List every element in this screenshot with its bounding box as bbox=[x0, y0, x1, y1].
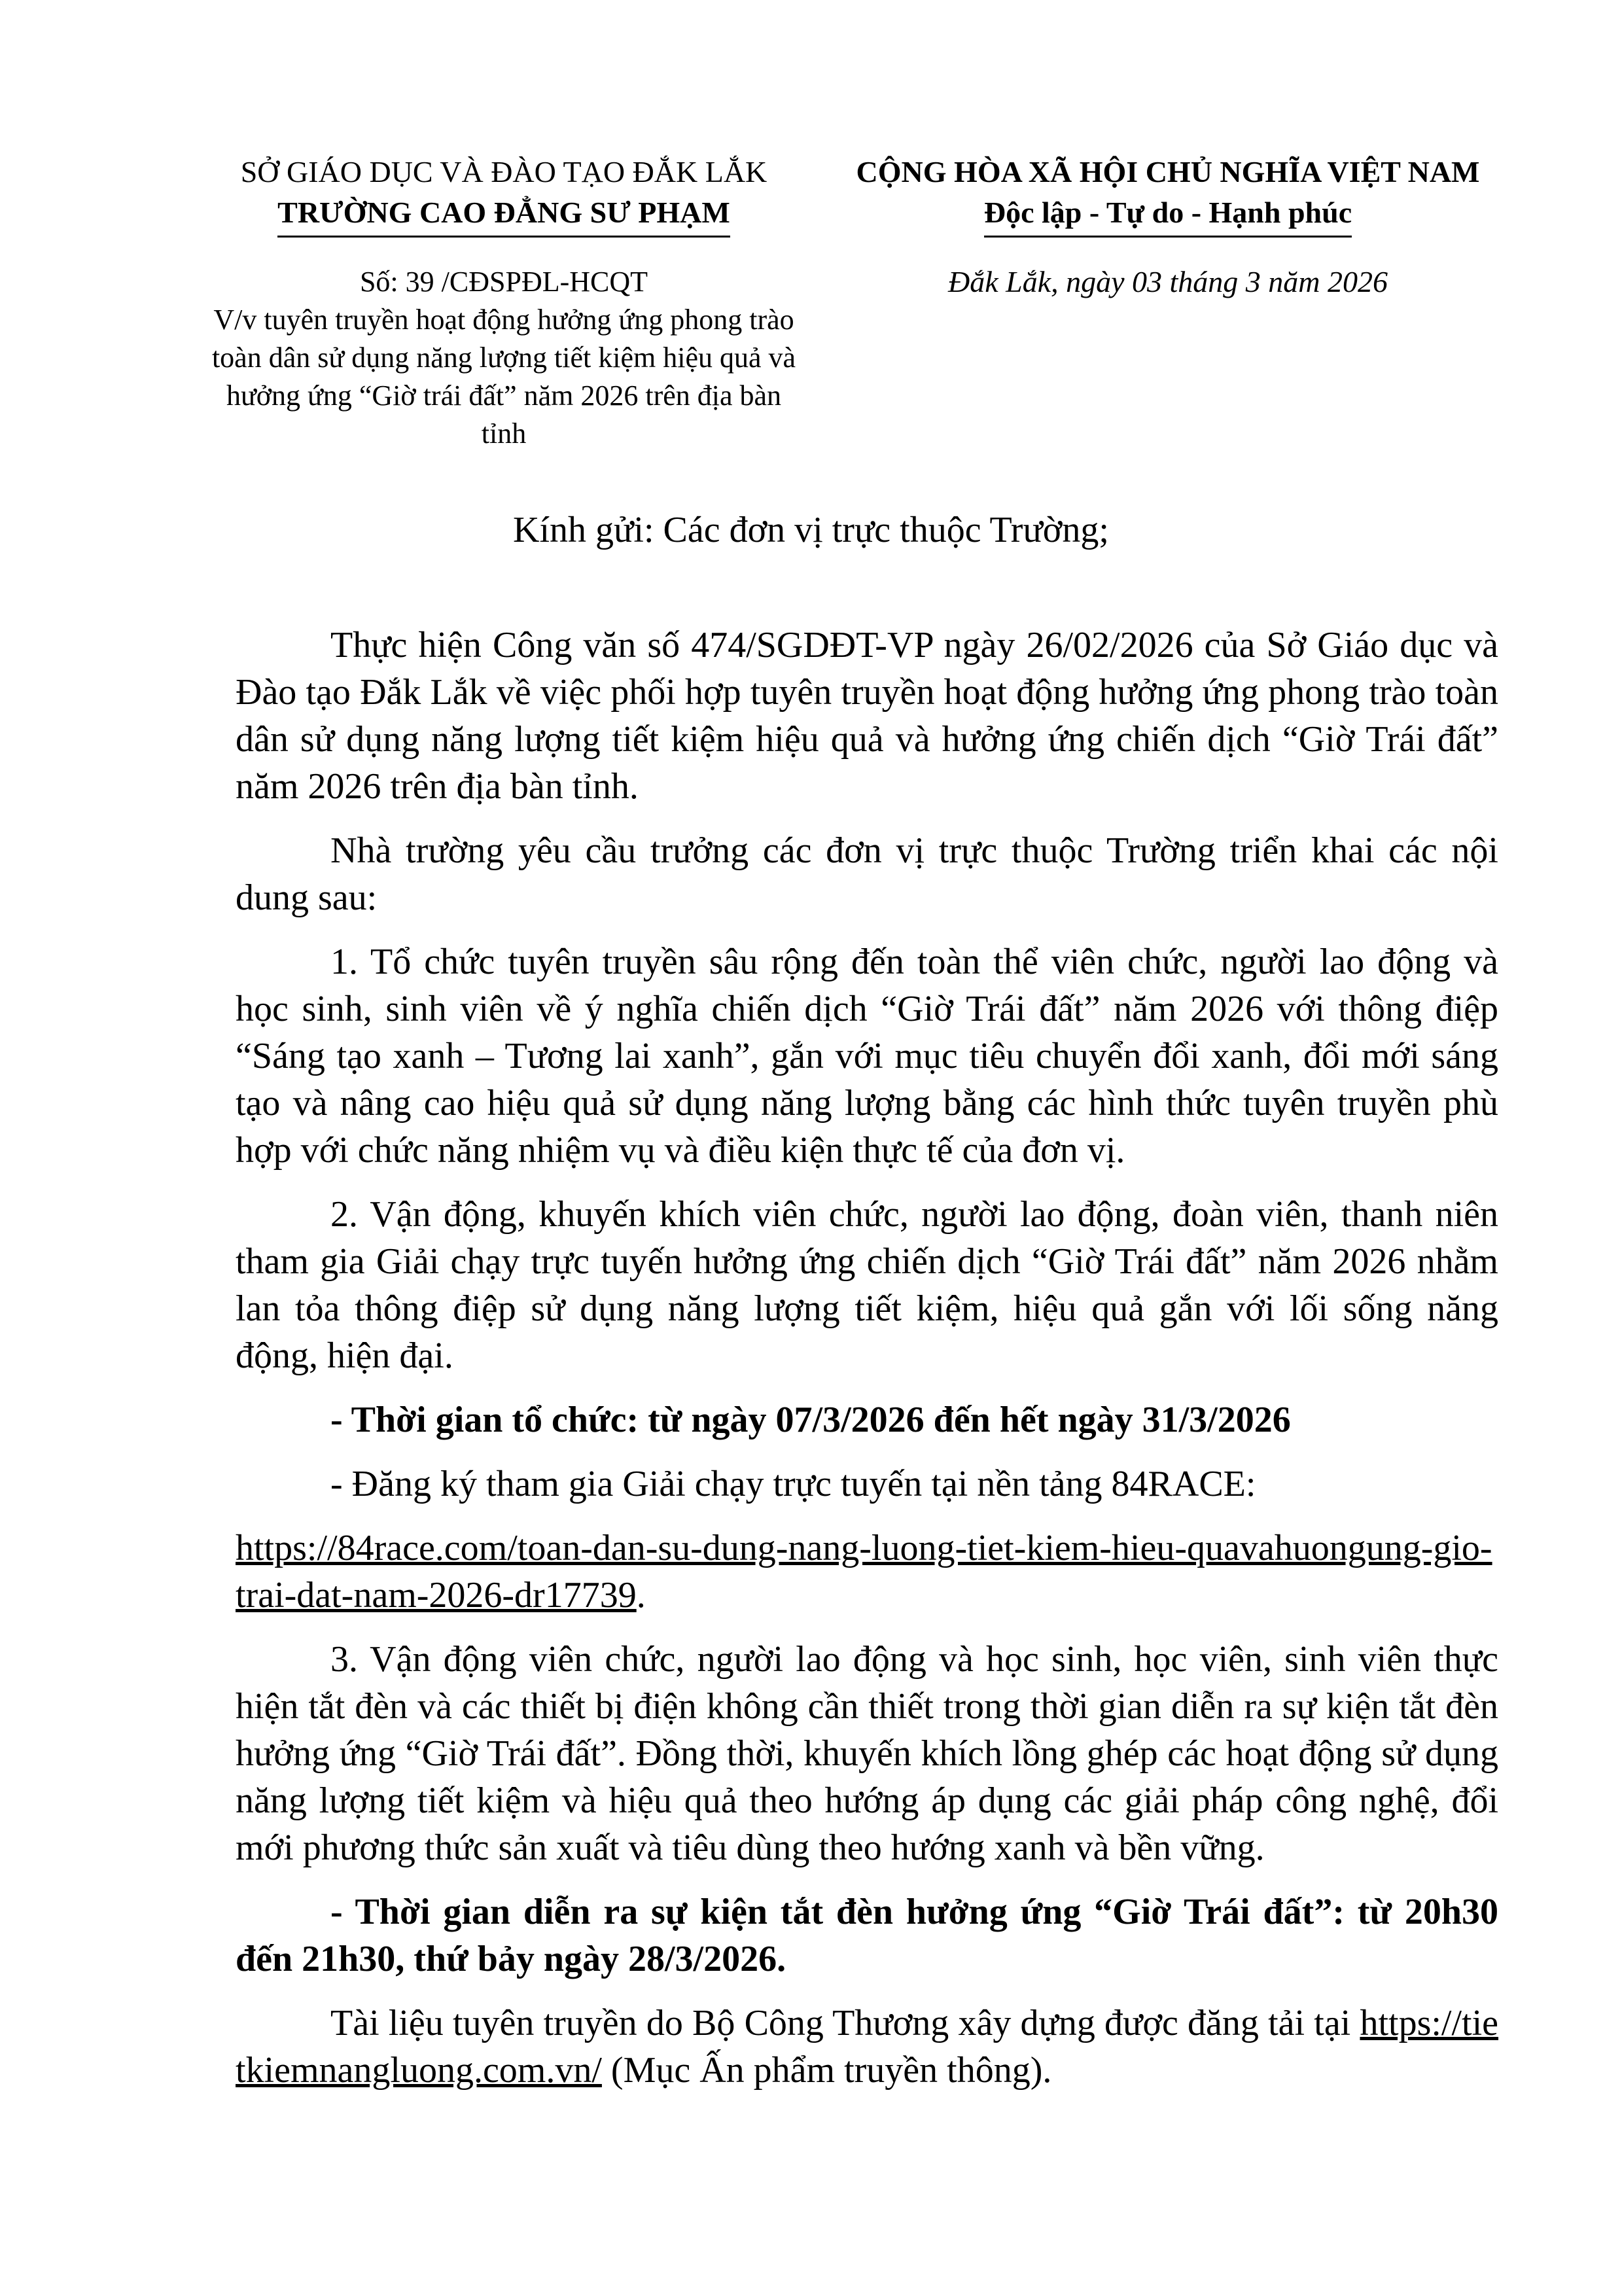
country-name: CỘNG HÒA XÃ HỘI CHỦ NGHĨA VIỆT NAM bbox=[856, 155, 1480, 188]
parent-agency: SỞ GIÁO DỤC VÀ ĐÀO TẠO ĐẮK LẮK bbox=[240, 155, 767, 188]
paragraph-item-1: 1. Tổ chức tuyên truyền sâu rộng đến toàn thể viên chức, người lao động và học sinh, sinh viên về ý nghĩa chiến dịch “Giờ Trái đất” năm 2026 với thông điệp “Sáng tạo xanh – Tương lai xanh”, gắn với mục tiêu chuyển đổi xanh, đổi mới sáng tạo và nâng cao hiệu quả sử dụng năng lượng bằng các hình thức tuyên truyền phù hợp với chức năng nhiệm vụ và điều kiện thực tế của đơn vị. bbox=[236, 942, 1498, 1171]
recipient: Kính gửi: Các đơn vị trực thuộc Trường; bbox=[513, 510, 1109, 550]
paragraph-event-time: - Thời gian diễn ra sự kiện tắt đèn hưởng ứng “Giờ Trái đất”: từ 20h30 đến 21h30, thứ bảy ngày 28/3/2026. bbox=[236, 1892, 1498, 1979]
document-subject: V/v tuyên truyền hoạt động hưởng ứng phong trào toàn dân sử dụng năng lượng tiết kiệm hiệu quả và hưởng ứng “Giờ trái đất” năm 2026 trên địa bàn tỉnh bbox=[211, 304, 796, 450]
materials-link[interactable]: https://tietkiemnangluong.com.vn/ bbox=[236, 2003, 1499, 2091]
materials-text: Tài liệu tuyên truyền do Bộ Công Thương xây dựng được đăng tải tại bbox=[330, 2003, 1351, 2043]
race-link-tail: . bbox=[636, 1575, 646, 1616]
paragraph-request: Nhà trường yêu cầu trưởng các đơn vị trực thuộc Trường triển khai các nội dung sau: bbox=[236, 830, 1498, 918]
paragraph-item-2: 2. Vận động, khuyến khích viên chức, người lao động, đoàn viên, thanh niên tham gia Giải chạy trực tuyến hưởng ứng chiến dịch “Giờ Trái đất” năm 2026 nhằm lan tỏa thông điệp sử dụng năng lượng tiết kiệm, hiệu quả gắn với lối sống năng động, hiện đại. bbox=[236, 1194, 1498, 1376]
paragraph-register: - Đăng ký tham gia Giải chạy trực tuyến tại nền tảng 84RACE: bbox=[330, 1464, 1256, 1504]
paragraph-organize-time: - Thời gian tổ chức: từ ngày 07/3/2026 đến hết ngày 31/3/2026 bbox=[330, 1400, 1291, 1440]
motto: Độc lập - Tự do - Hạnh phúc bbox=[984, 192, 1352, 238]
materials-tail: (Mục Ấn phẩm truyền thông). bbox=[601, 2050, 1052, 2091]
paragraph-intro: Thực hiện Công văn số 474/SGDĐT-VP ngày 26/02/2026 của Sở Giáo dục và Đào tạo Đắk Lắk về việc phối hợp tuyên truyền hoạt động hưởng ứng phong trào toàn dân sử dụng năng lượng tiết kiệm hiệu quả và hưởng ứng chiến dịch “Giờ Trái đất” năm 2026 trên địa bàn tỉnh. bbox=[236, 625, 1498, 807]
document-meta bbox=[209, 263, 798, 453]
document-number: Số: 39 /CĐSPĐL-HCQT bbox=[359, 266, 648, 298]
paragraph-item-3: 3. Vận động viên chức, người lao động và học sinh, học viên, sinh viên thực hiện tắt đèn và các thiết bị điện không cần thiết trong thời gian diễn ra sự kiện tắt đèn hưởng ứng “Giờ Trái đất”. Đồng thời, khuyến khích lồng ghép các hoạt động sử dụng năng lượng tiết kiệm và hiệu quả theo hướng áp dụng các giải pháp công nghệ, đổi mới phương thức sản xuất và tiêu dùng theo hướng xanh và bền vững. bbox=[236, 1639, 1498, 1868]
school-name: TRƯỜNG CAO ĐẲNG SƯ PHẠM bbox=[277, 192, 730, 238]
paragraph-materials bbox=[236, 2000, 1498, 2094]
race-link[interactable]: https://84race.com/toan-dan-su-dung-nang-luong-tiet-kiem-hieu-quavahuongung-gio-trai-dat-nam-2026-dr17739 bbox=[236, 1528, 1492, 1616]
paragraph-link bbox=[236, 1525, 1498, 1619]
place-date: Đắk Lắk, ngày 03 tháng 3 năm 2026 bbox=[947, 265, 1388, 298]
national-motto bbox=[818, 152, 1518, 238]
issuing-agency bbox=[209, 152, 798, 238]
document-body bbox=[236, 622, 1498, 2111]
